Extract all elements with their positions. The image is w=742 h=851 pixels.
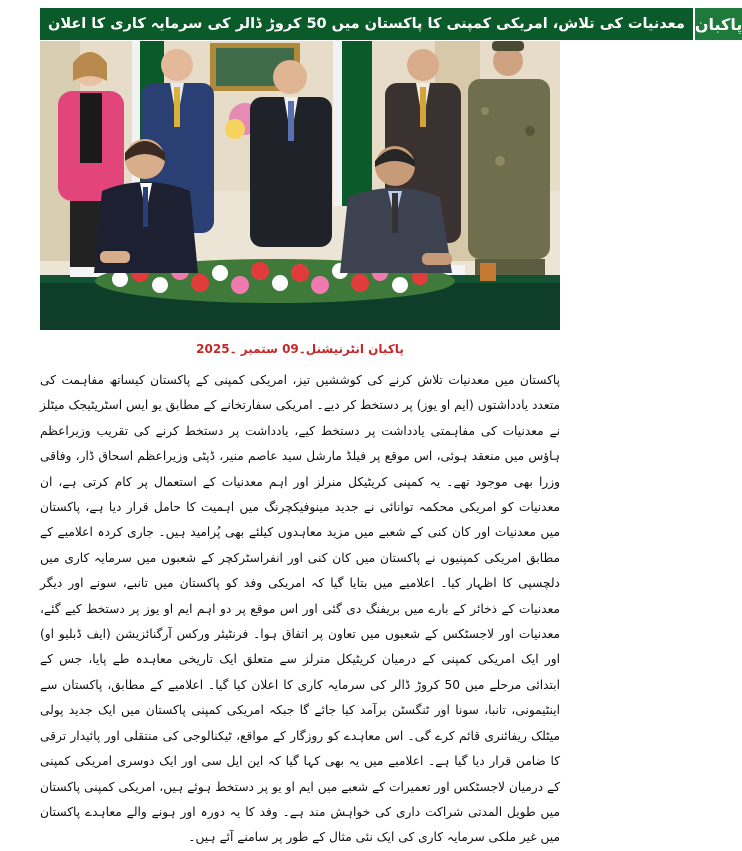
article-body	[40, 368, 560, 851]
article-paragraph: پاکستان میں معدنیات تلاش کرنے کی کوششیں تیز، امریکی کمپنی کے پاکستان کیساتھ مفاہمت کی متعدد یادداشتوں (ایم او یوز) پر دستخط کر دیے۔ امریکی سفارتخانے کے مطابق یو ایس اسٹریٹیجک میٹلز نے معدنیات کی مفاہمتی یادداشت پر دستخط کیے، یادداشت پر دستخط کرنے کی تقریب وزیراعظم ہاؤس میں منعقد ہوئی، اس موقع پر فیلڈ مارشل سید عاصم منیر، ڈپٹی وزیراعظم اسحاق ڈار، وفاقی وزرا بھی موجود تھے۔ یہ کمپنی کریٹیکل منرلز اور اہم معدنیات کے استعمال پر کام کرتی ہے، ان معدنیات کو امریکی محکمہ توانائی نے جدید مینوفیکچرنگ میں اہمیت کا حامل قرار دیا ہے، پاکستان میں معدنیات اور کان کنی کے شعبے میں مزید معاہدوں کیلئے بھی پُرامید ہیں۔ جاری کردہ اعلامیے کے مطابق امریکی کمپنیوں نے پاکستان میں کان کنی اور انفراسٹرکچر کے شعبوں میں سرمایہ کاری میں دلچسپی کا اظہار کیا۔ اعلامیے میں بتایا گیا کہ امریکی وفد کو پاکستان میں تانبے، سونے اور دیگر معدنیات کے ذخائر کے بارے میں بریفنگ دی گئی اور اس موقع پر دو اہم ایم او یوز پر دستخط کیے گئے، معدنیات اور لاجسٹکس کے شعبوں میں تعاون پر اتفاق ہوا۔ فرنٹیئر ورکس آرگنائزیشن (ایف ڈبلیو او) اور ایک امریکی کمپنی کے درمیان کریٹیکل منرلز سے متعلق ایک تاریخی معاہدہ طے پایا، جس کے ابتدائی مرحلے میں 50 کروڑ ڈالر کی سرمایہ کاری کا اعلان کیا گیا۔ اعلامیے کے مطابق، پاکستان سے اینٹیمونی، تانبا، سونا اور ٹنگسٹن برآمد کیا جائے گا جبکہ امریکی کمپنی پاکستان میں ایک جدید پولی میٹلک ریفائنری قائم کرے گی۔ اس معاہدے کو روزگار کے مواقع، ٹیکنالوجی کی منتقلی اور پائیدار ترقی کا ضامن قرار دیا گیا ہے۔ اعلامیے میں یہ بھی کہا گیا کہ این ایل سی اور ایک دوسری امریکی کمپنی کے درمیان لاجسٹکس اور تعمیرات کے شعبے میں ایم او یو پر دستخط ہوئے ہیں، امریکی کمپنی پاکستان میں طویل المدتی شراکت داری کی خواہش مند ہے۔ وفد کا یہ دورہ اور ہونے والے معاہدے پاکستان میں غیر ملکی سرمایہ کاری کی ایک نئی مثال کے طور پر سامنے آئے ہیں۔	[40, 373, 560, 845]
dateline: پاکبان انٹرنیشنل۔09 ستمبر ۔2025	[196, 342, 404, 356]
brand-logo: پاکبان	[693, 8, 742, 40]
headline: معدنیات کی تلاش، امریکی کمپنی کا پاکستان میں 50 کروڑ ڈالر کی سرمایہ کاری کا اعلان	[40, 8, 693, 40]
header-bar	[40, 8, 742, 40]
news-photo	[40, 41, 560, 330]
